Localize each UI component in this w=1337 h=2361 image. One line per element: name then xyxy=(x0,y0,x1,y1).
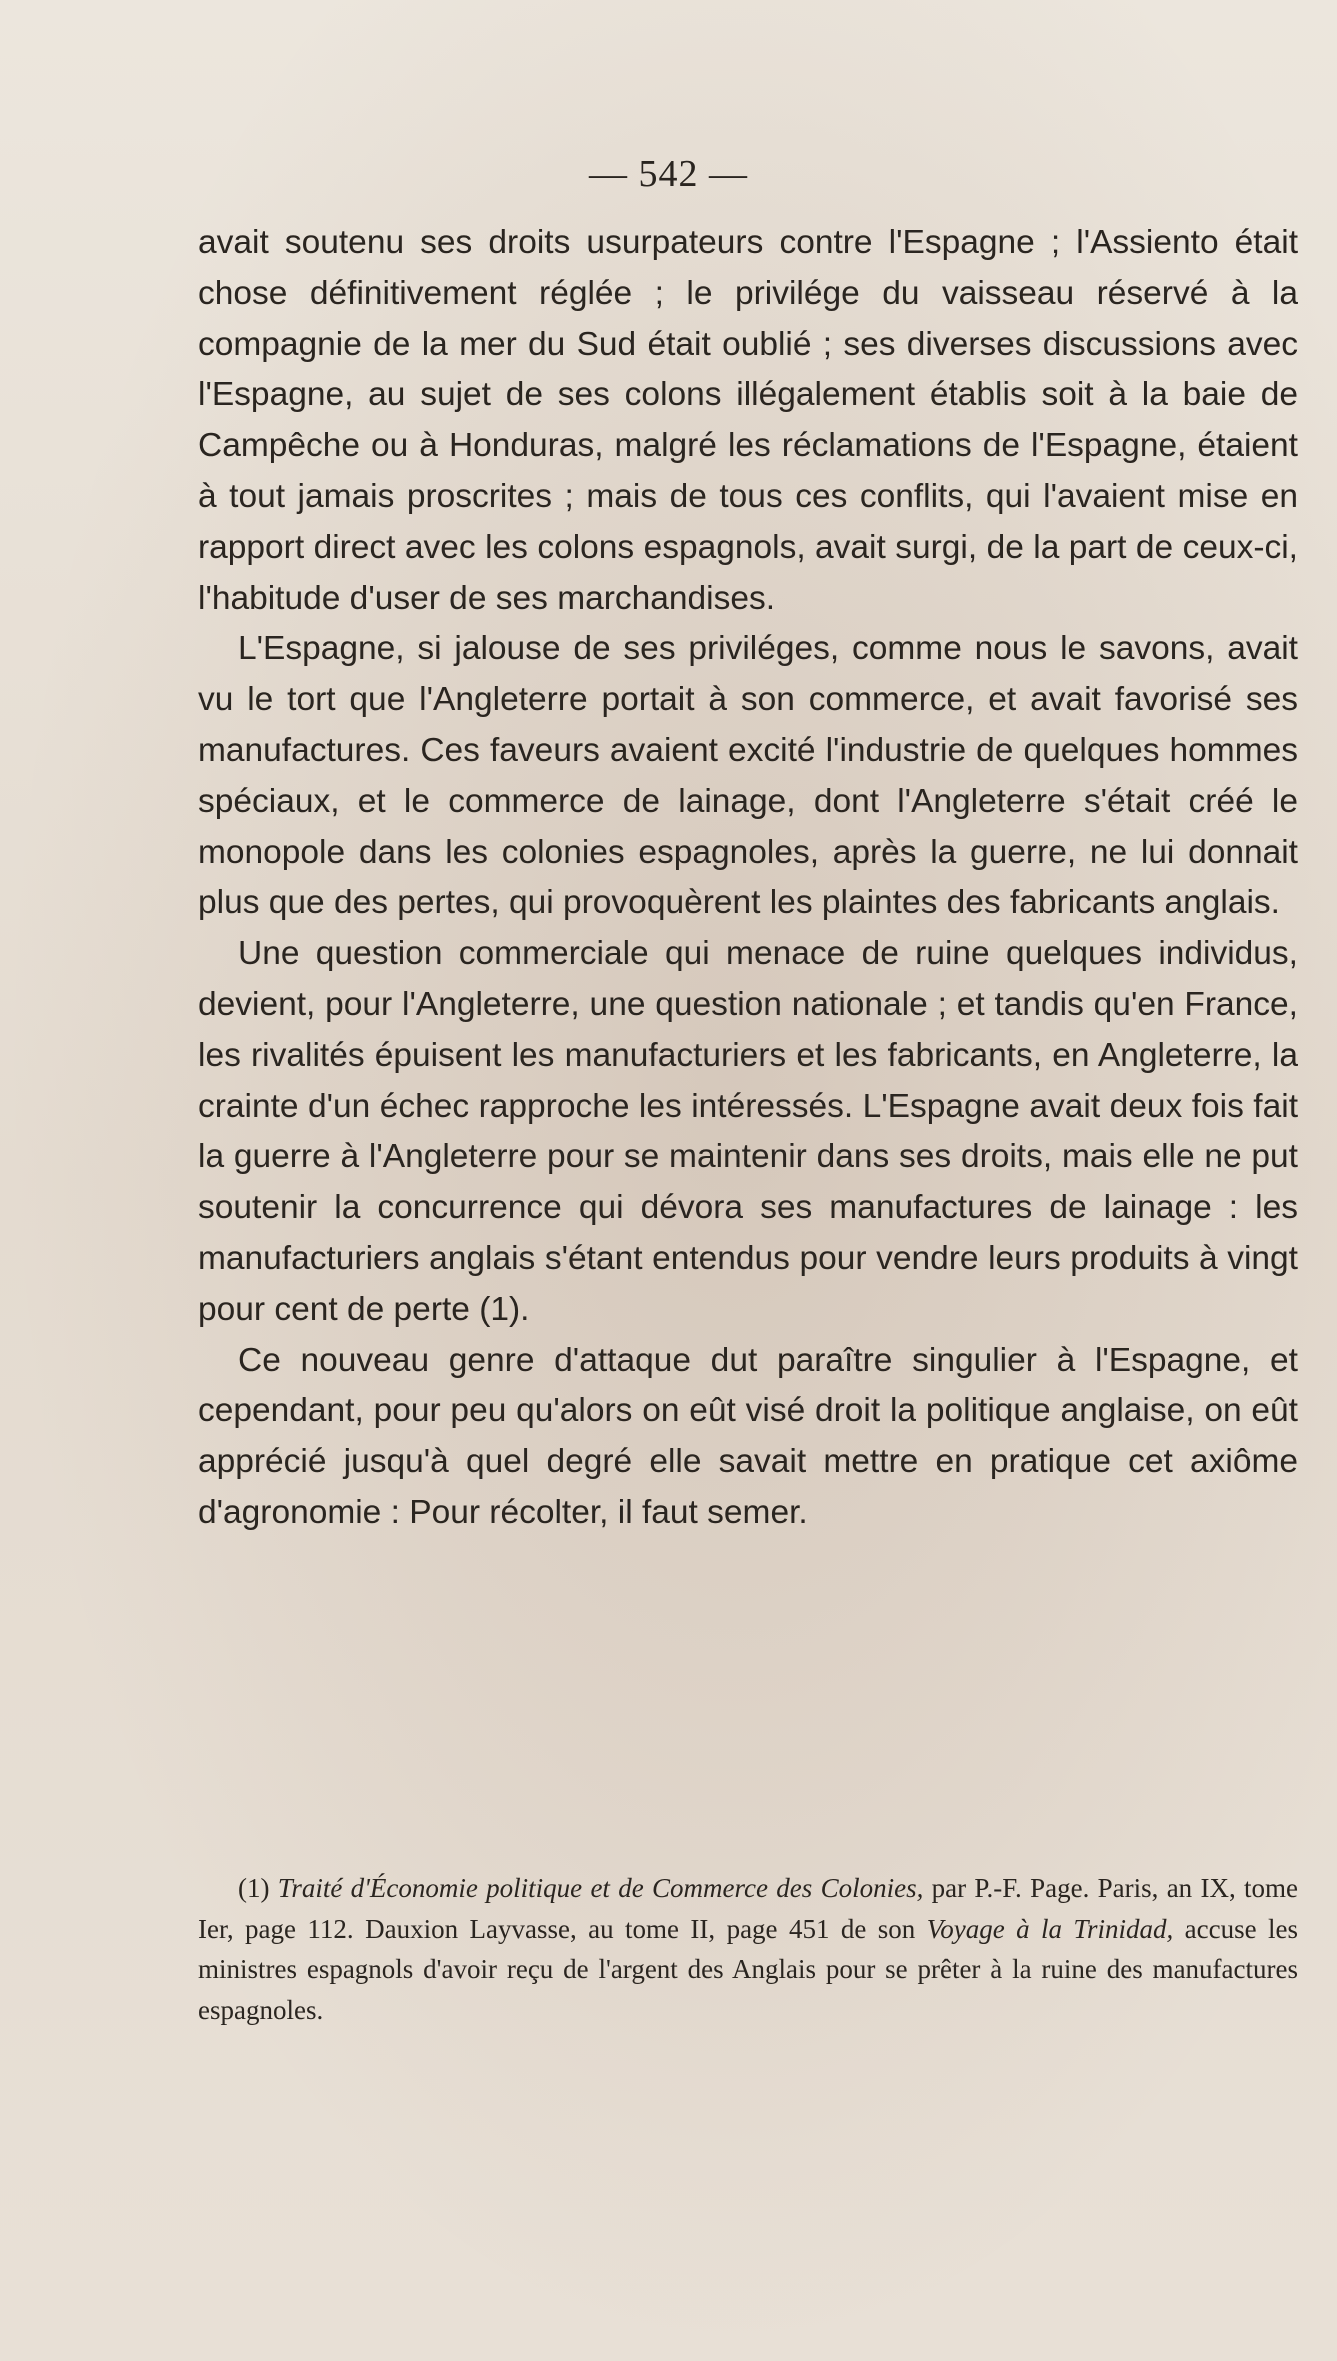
footnote xyxy=(198,1868,1298,2030)
footnote-text xyxy=(198,1868,1298,2030)
footnote-title: Traité d'Économie politique et de Commerce des Colonies, xyxy=(277,1873,924,1903)
paragraph-1: avait soutenu ses droits usurpateurs contre l'Espagne ; l'Assiento était chose définitivement réglée ; le privilége du vaisseau réservé à la compagnie de la mer du Sud était oublié ; ses diverses discussions avec l'Espagne, au sujet de ses colons illégalement établis soit à la baie de Campêche ou à Honduras, malgré les réclamations de l'Espagne, étaient à tout jamais proscrites ; mais de tous ces conflits, qui l'avaient mise en rapport direct avec les colons espagnols, avait surgi, de la part de ceux-ci, l'habitude d'user de ses marchandises. xyxy=(198,224,1298,617)
paragraph-4: Ce nouveau genre d'attaque dut paraître singulier à l'Espagne, et cependant, pour peu qu'alors on eût visé droit la politique anglaise, on eût apprécié jusqu'à quel degré elle savait mettre en pratique cet axiôme d'agronomie : Pour récolter, il faut semer. xyxy=(198,1341,1298,1531)
paragraph-3: Une question commerciale qui menace de ruine quelques individus, devient, pour l'Angleterre, une question nationale ; et tandis qu'en France, les rivalités épuisent les manufacturiers et les fabricants, en Angleterre, la crainte d'un échec rapproche les intéressés. L'Espagne avait deux fois fait la guerre à l'Angleterre pour se maintenir dans ses droits, mais elle ne put soutenir la concurrence qui dévora ses manufactures de lainage : les manufacturiers anglais s'étant entendus pour vendre leurs produits à vingt pour cent de perte (1). xyxy=(198,935,1298,1328)
paragraph-2: L'Espagne, si jalouse de ses priviléges, comme nous le savons, avait vu le tort que l'Angleterre portait à son commerce, et avait favorisé ses manufactures. Ces faveurs avaient excité l'industrie de quelques hommes spéciaux, et le commerce de lainage, dont l'Angleterre s'était créé le monopole dans les colonies espagnoles, après la guerre, ne lui donnait plus que des pertes, qui provoquèrent les plaintes des fabricants anglais. xyxy=(198,630,1298,922)
body-text xyxy=(198,218,1298,1539)
footnote-marker: (1) xyxy=(238,1873,270,1903)
footnote-text-1: par P.-F. Page. Paris, an IX, tome Ier, page 112. Dauxion Layvasse, au tome II, page 451 de son xyxy=(198,1873,1299,1944)
page-number: — 542 — xyxy=(589,153,748,195)
footnote-text-2: accuse les ministres espagnols d'avoir reçu de l'argent des Anglais pour se prêter à la ruine des manufactures espagnoles. xyxy=(198,1913,1299,2025)
footnote-work: Voyage à la Trinidad, xyxy=(926,1913,1174,1944)
